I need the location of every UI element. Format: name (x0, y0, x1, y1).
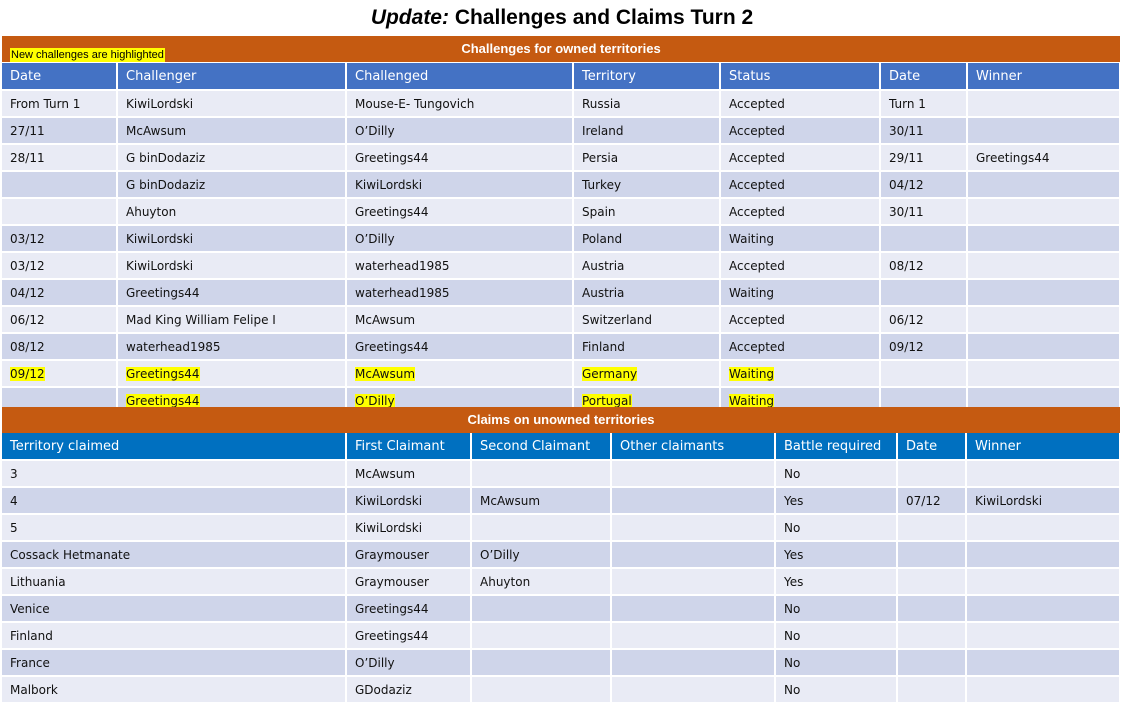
claims-table (2, 433, 1121, 704)
claims-cell-text: Malbork (10, 682, 58, 697)
challenges-cell (2, 117, 117, 144)
claims-cell (897, 649, 966, 676)
challenges-cell (117, 90, 346, 117)
challenges-cell (967, 360, 1120, 387)
challenges-cell (967, 144, 1120, 171)
claims-cell-text: McAwsum (480, 493, 541, 508)
challenges-cell (880, 306, 967, 333)
challenges-cell-text: Mouse-E- Tungovich (355, 96, 475, 111)
claims-cell-text: GDodaziz (355, 682, 412, 697)
challenges-cell-text: Greetings44 (355, 339, 429, 354)
challenges-cell-text: Accepted (729, 96, 785, 111)
challenges-cell-text: Poland (582, 231, 623, 246)
claims-header-cell: Territory claimed (2, 433, 346, 460)
claims-cell-text: Yes (784, 547, 804, 562)
challenges-cell-text: Accepted (729, 123, 785, 138)
challenges-cell (573, 252, 720, 279)
challenges-cell (967, 279, 1120, 306)
challenges-row (2, 252, 1120, 279)
claims-cell (775, 487, 897, 514)
claims-cell-text: KiwiLordski (355, 493, 423, 508)
challenges-cell-text: McAwsum (355, 366, 416, 381)
claims-row (2, 514, 1120, 541)
challenges-cell (720, 333, 880, 360)
claims-cell (897, 568, 966, 595)
challenges-cell (720, 144, 880, 171)
claims-cell (611, 460, 775, 487)
challenges-cell (967, 306, 1120, 333)
challenges-cell-text: Portugal (582, 393, 632, 408)
challenges-cell-text: KiwiLordski (355, 177, 423, 192)
claims-cell (471, 622, 611, 649)
challenges-cell-text: 30/11 (889, 204, 924, 219)
claims-cell (966, 595, 1120, 622)
challenges-cell (720, 225, 880, 252)
challenges-cell-text: waterhead1985 (355, 258, 450, 273)
challenges-cell (967, 117, 1120, 144)
claims-cell (897, 487, 966, 514)
claims-cell-text: 4 (10, 493, 18, 508)
challenges-header-cell: Status (720, 63, 880, 90)
claims-cell (346, 541, 471, 568)
claims-cell (611, 487, 775, 514)
claims-body (2, 460, 1120, 703)
challenges-cell-text: 03/12 (10, 258, 45, 273)
claims-row (2, 460, 1120, 487)
challenges-row (2, 198, 1120, 225)
challenges-cell (880, 333, 967, 360)
claims-cell (2, 649, 346, 676)
challenges-cell (117, 171, 346, 198)
challenges-cell (573, 360, 720, 387)
challenges-cell (2, 225, 117, 252)
challenges-cell-text: KiwiLordski (126, 231, 194, 246)
challenges-cell-text: 04/12 (10, 285, 45, 300)
claims-cell (775, 460, 897, 487)
challenges-cell-text: O’Dilly (355, 123, 395, 138)
claims-cell-text: Ahuyton (480, 574, 531, 589)
challenges-cell (880, 279, 967, 306)
claims-cell (471, 676, 611, 703)
claims-cell-text: KiwiLordski (975, 493, 1043, 508)
claims-cell-text: 07/12 (906, 493, 941, 508)
challenges-cell (346, 117, 573, 144)
challenges-row (2, 90, 1120, 117)
challenges-cell-text: Greetings44 (126, 393, 200, 408)
challenges-cell-text: Greetings44 (355, 204, 429, 219)
claims-cell (897, 622, 966, 649)
claims-row (2, 622, 1120, 649)
claims-row (2, 568, 1120, 595)
challenges-cell (2, 252, 117, 279)
challenges-cell-text: 09/12 (889, 339, 924, 354)
claims-cell (775, 649, 897, 676)
challenges-cell (346, 171, 573, 198)
claims-cell (966, 460, 1120, 487)
challenges-cell (117, 333, 346, 360)
challenges-row (2, 360, 1120, 387)
challenges-cell-text: Finland (582, 339, 625, 354)
claims-cell-text: 3 (10, 466, 18, 481)
challenges-cell-text: From Turn 1 (10, 96, 81, 111)
claims-cell-text: Lithuania (10, 574, 66, 589)
claims-cell (346, 676, 471, 703)
page-title-italic: Update: (370, 6, 449, 29)
claims-cell-text: McAwsum (355, 466, 416, 481)
challenges-table (2, 63, 1121, 415)
claims-cell (471, 595, 611, 622)
claims-cell (2, 568, 346, 595)
challenges-cell (967, 333, 1120, 360)
claims-cell (775, 622, 897, 649)
claims-cell (346, 487, 471, 514)
challenges-cell-text: 29/11 (889, 150, 924, 165)
claims-cell-text: No (784, 466, 801, 481)
challenges-cell-text: Greetings44 (126, 366, 200, 381)
challenges-cell (573, 306, 720, 333)
claims-cell (897, 676, 966, 703)
challenges-header-cell: Date (880, 63, 967, 90)
challenges-cell (2, 171, 117, 198)
challenges-cell-text: 27/11 (10, 123, 45, 138)
claims-header-cell: Winner (966, 433, 1120, 460)
claims-cell (966, 541, 1120, 568)
challenges-cell-text: Austria (582, 285, 625, 300)
claims-cell (775, 595, 897, 622)
challenges-cell-text: Turn 1 (889, 96, 926, 111)
claims-cell (346, 568, 471, 595)
challenges-cell (880, 171, 967, 198)
claims-cell (966, 568, 1120, 595)
claims-cell-text: Greetings44 (355, 628, 429, 643)
claims-cell (2, 595, 346, 622)
challenges-cell-text: Accepted (729, 339, 785, 354)
challenges-cell (346, 144, 573, 171)
challenges-cell-text: Mad King William Felipe I (126, 312, 276, 327)
claims-cell (611, 649, 775, 676)
challenges-cell (2, 90, 117, 117)
claims-cell (966, 676, 1120, 703)
claims-header-cell: Date (897, 433, 966, 460)
challenges-cell-text: Accepted (729, 258, 785, 273)
challenges-cell (117, 144, 346, 171)
claims-cell (897, 460, 966, 487)
challenges-cell (880, 144, 967, 171)
challenges-cell (2, 279, 117, 306)
claims-cell (2, 622, 346, 649)
challenges-header-cell: Territory (573, 63, 720, 90)
claims-cell-text: No (784, 655, 801, 670)
challenges-cell (880, 90, 967, 117)
claims-header-cell: Second Claimant (471, 433, 611, 460)
challenges-cell (720, 117, 880, 144)
challenges-cell (2, 333, 117, 360)
challenges-cell (720, 198, 880, 225)
challenges-cell (880, 117, 967, 144)
challenges-cell-text: Waiting (729, 285, 775, 300)
claims-cell-text: Cossack Hetmanate (10, 547, 131, 562)
challenges-cell-text: waterhead1985 (126, 339, 221, 354)
challenges-cell-text: Spain (582, 204, 616, 219)
challenges-cell-text: McAwsum (126, 123, 187, 138)
challenges-cell (573, 333, 720, 360)
challenges-row (2, 225, 1120, 252)
claims-header-cell: Battle required (775, 433, 897, 460)
challenges-cell-text: O’Dilly (355, 393, 395, 408)
claims-cell (966, 649, 1120, 676)
challenges-row (2, 306, 1120, 333)
claims-cell-text: Graymouser (355, 574, 429, 589)
claims-cell-text: KiwiLordski (355, 520, 423, 535)
challenges-cell-text: Accepted (729, 150, 785, 165)
highlight-note: New challenges are highlighted (11, 49, 164, 61)
claims-cell-text: 5 (10, 520, 18, 535)
challenges-cell-text: McAwsum (355, 312, 416, 327)
challenges-cell (880, 360, 967, 387)
challenges-row (2, 333, 1120, 360)
challenges-cell (2, 360, 117, 387)
claims-cell (775, 676, 897, 703)
challenges-cell-text: 06/12 (889, 312, 924, 327)
claims-cell (611, 676, 775, 703)
claims-cell-text: Graymouser (355, 547, 429, 562)
claims-cell (346, 595, 471, 622)
claims-cell-text: Greetings44 (355, 601, 429, 616)
challenges-cell (967, 225, 1120, 252)
challenges-cell-text: KiwiLordski (126, 258, 194, 273)
challenges-cell (117, 360, 346, 387)
claims-cell (897, 541, 966, 568)
claims-cell-text: France (10, 655, 50, 670)
claims-cell (611, 622, 775, 649)
claims-cell-text: O’Dilly (355, 655, 395, 670)
claims-cell (966, 514, 1120, 541)
challenges-cell (2, 144, 117, 171)
claims-cell (471, 514, 611, 541)
challenges-cell (967, 198, 1120, 225)
challenges-cell-text: Ahuyton (126, 204, 177, 219)
challenges-cell (967, 252, 1120, 279)
challenges-row (2, 279, 1120, 306)
challenges-cell-text: Waiting (729, 231, 775, 246)
challenges-cell-text: O’Dilly (355, 231, 395, 246)
challenges-cell-text: 09/12 (10, 366, 45, 381)
challenges-cell (346, 225, 573, 252)
challenges-cell-text: waterhead1985 (355, 285, 450, 300)
claims-row (2, 487, 1120, 514)
challenges-row (2, 144, 1120, 171)
challenges-header-cell: Winner (967, 63, 1120, 90)
challenges-cell-text: 08/12 (10, 339, 45, 354)
challenges-cell (967, 90, 1120, 117)
challenges-header-row (2, 63, 1120, 90)
claims-cell-text: No (784, 628, 801, 643)
challenges-cell-text: Greetings44 (355, 150, 429, 165)
claims-cell-text: Venice (10, 601, 50, 616)
claims-cell (2, 514, 346, 541)
challenges-cell-text: Waiting (729, 393, 775, 408)
claims-cell (346, 460, 471, 487)
challenges-cell (117, 306, 346, 333)
challenges-row (2, 117, 1120, 144)
claims-cell (2, 487, 346, 514)
claims-row (2, 676, 1120, 703)
challenges-cell-text: Ireland (582, 123, 624, 138)
claims-cell (775, 568, 897, 595)
challenges-cell (573, 225, 720, 252)
challenges-cell (720, 171, 880, 198)
challenges-cell (720, 279, 880, 306)
challenges-header-cell: Challenged (346, 63, 573, 90)
claims-header-row (2, 433, 1120, 460)
challenges-cell-text: 06/12 (10, 312, 45, 327)
challenges-cell-text: Accepted (729, 204, 785, 219)
claims-row (2, 541, 1120, 568)
claims-cell (611, 514, 775, 541)
challenges-cell-text: Turkey (582, 177, 622, 192)
claims-cell-text: Yes (784, 493, 804, 508)
challenges-cell-text: 04/12 (889, 177, 924, 192)
challenges-row (2, 171, 1120, 198)
challenges-cell (117, 279, 346, 306)
challenges-cell (346, 306, 573, 333)
challenges-cell (346, 90, 573, 117)
claims-cell (611, 541, 775, 568)
challenges-cell (720, 306, 880, 333)
challenges-cell (573, 117, 720, 144)
challenges-cell (117, 252, 346, 279)
challenges-banner: Challenges for owned territories (2, 36, 1120, 62)
challenges-cell-text: 30/11 (889, 123, 924, 138)
challenges-cell-text: Greetings44 (976, 150, 1050, 165)
challenges-header-cell: Date (2, 63, 117, 90)
challenges-cell-text: Russia (582, 96, 621, 111)
claims-cell (346, 622, 471, 649)
challenges-cell (880, 198, 967, 225)
challenges-cell (117, 198, 346, 225)
claims-header-cell: First Claimant (346, 433, 471, 460)
claims-cell (966, 487, 1120, 514)
challenges-cell (573, 279, 720, 306)
challenges-cell-text: Austria (582, 258, 625, 273)
challenges-cell (2, 306, 117, 333)
challenges-cell-text: Accepted (729, 312, 785, 327)
challenges-cell (720, 252, 880, 279)
challenges-header-cell: Challenger (117, 63, 346, 90)
claims-cell (471, 568, 611, 595)
page-title-rest: Challenges and Claims Turn 2 (448, 6, 754, 29)
challenges-cell (346, 279, 573, 306)
challenges-cell (346, 252, 573, 279)
challenges-cell-text: Accepted (729, 177, 785, 192)
claims-banner: Claims on unowned territories (2, 407, 1120, 433)
claims-header-cell: Other claimants (611, 433, 775, 460)
claims-cell (2, 541, 346, 568)
claims-cell (2, 460, 346, 487)
claims-cell-text: No (784, 520, 801, 535)
challenges-cell-text: 08/12 (889, 258, 924, 273)
claims-cell-text: Yes (784, 574, 804, 589)
challenges-cell (573, 171, 720, 198)
claims-cell (471, 541, 611, 568)
challenges-cell (573, 144, 720, 171)
claims-cell (471, 487, 611, 514)
claims-cell (966, 622, 1120, 649)
challenges-cell (967, 171, 1120, 198)
challenges-cell (573, 198, 720, 225)
claims-cell-text: No (784, 601, 801, 616)
claims-cell (897, 595, 966, 622)
page-title (0, 6, 1124, 36)
challenges-cell (117, 117, 346, 144)
claims-row (2, 595, 1120, 622)
challenges-cell (720, 360, 880, 387)
challenges-cell (117, 225, 346, 252)
challenges-cell (346, 333, 573, 360)
challenges-cell (2, 198, 117, 225)
challenges-cell (573, 90, 720, 117)
challenges-cell-text: Persia (582, 150, 619, 165)
claims-cell (471, 649, 611, 676)
challenges-body (2, 90, 1120, 414)
claims-row (2, 649, 1120, 676)
challenges-cell-text: Switzerland (582, 312, 652, 327)
claims-cell (346, 514, 471, 541)
challenges-cell-text: 28/11 (10, 150, 45, 165)
challenges-cell (880, 225, 967, 252)
challenges-cell-text: 03/12 (10, 231, 45, 246)
challenges-cell-text: G binDodaziz (126, 177, 206, 192)
claims-cell (2, 676, 346, 703)
claims-cell (611, 568, 775, 595)
challenges-cell-text: Germany (582, 366, 638, 381)
claims-cell (346, 649, 471, 676)
challenges-cell-text: G binDodaziz (126, 150, 206, 165)
challenges-cell-text: Waiting (729, 366, 775, 381)
claims-cell (775, 514, 897, 541)
challenges-cell (720, 90, 880, 117)
claims-cell (471, 460, 611, 487)
claims-cell-text: O’Dilly (480, 547, 520, 562)
challenges-cell-text: KiwiLordski (126, 96, 194, 111)
challenges-cell (880, 252, 967, 279)
claims-cell-text: Finland (10, 628, 53, 643)
challenges-cell (346, 360, 573, 387)
claims-cell-text: No (784, 682, 801, 697)
claims-cell (775, 541, 897, 568)
claims-cell (897, 514, 966, 541)
claims-cell (611, 595, 775, 622)
challenges-cell-text: Greetings44 (126, 285, 200, 300)
challenges-cell (346, 198, 573, 225)
